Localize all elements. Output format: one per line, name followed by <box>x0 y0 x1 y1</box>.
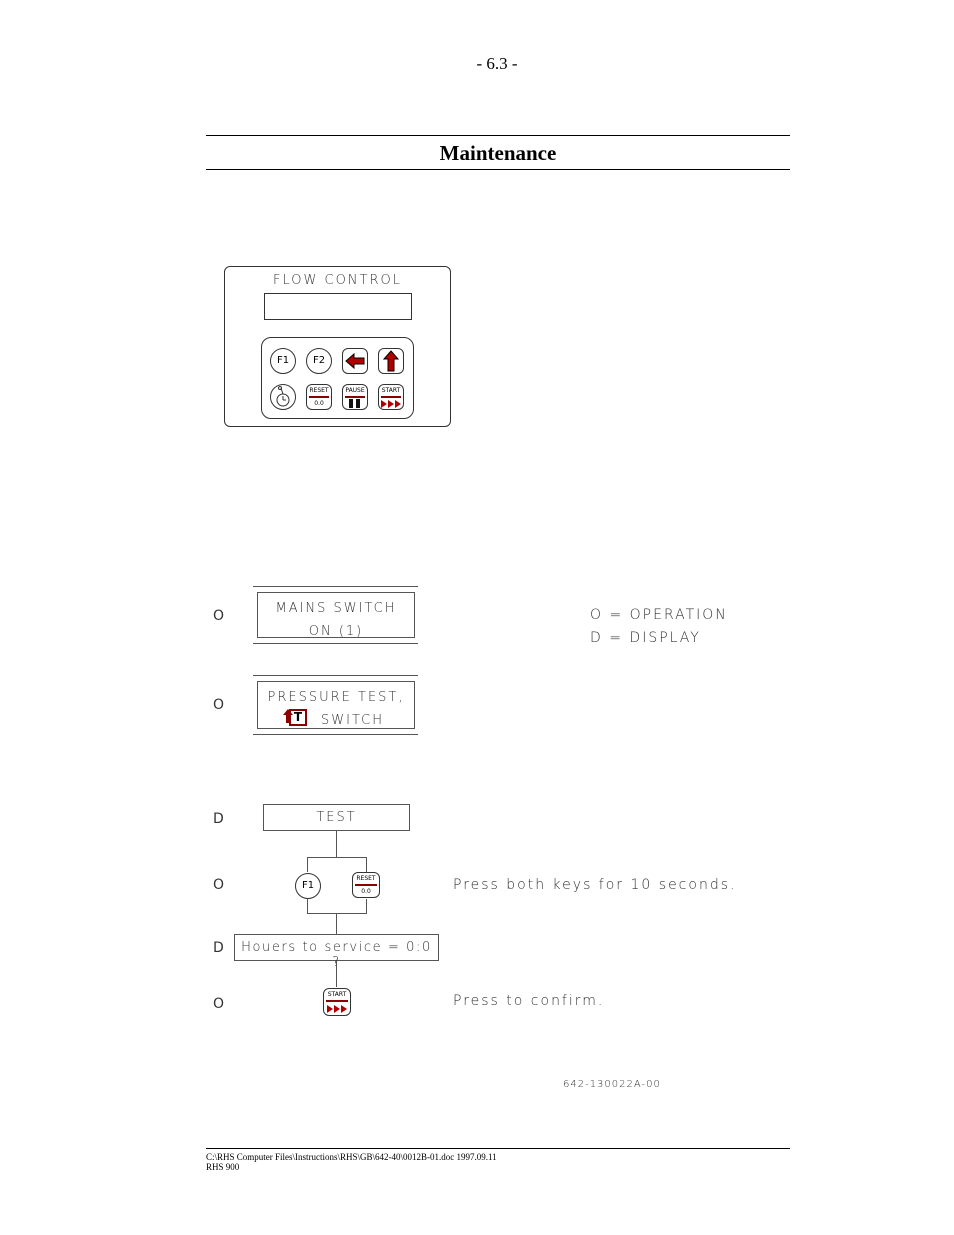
play-icon <box>324 1003 350 1015</box>
page-title: Maintenance <box>439 141 557 165</box>
start-key[interactable]: START <box>378 384 404 410</box>
test-display: TEST <box>263 804 410 831</box>
connector-line <box>366 857 367 872</box>
step6-start-key[interactable]: START <box>323 988 351 1016</box>
control-panel <box>224 266 451 427</box>
figure-code: 642-130022A-00 <box>563 1079 661 1090</box>
up-arrow-key[interactable] <box>378 348 404 374</box>
step3-letter: D <box>213 811 224 827</box>
step4-letter: O <box>213 877 225 893</box>
panel-display <box>264 293 412 320</box>
up-arrow-icon <box>379 349 403 373</box>
keypad <box>261 337 414 419</box>
step4-reset-key[interactable]: RESET 0.0 <box>352 872 380 898</box>
step2-display: PRESSURE TEST, T SWITCH <box>257 681 415 729</box>
footer <box>206 1152 497 1172</box>
f2-key[interactable]: F2 <box>306 348 332 374</box>
left-arrow-key[interactable] <box>342 348 368 374</box>
start-bar <box>326 1000 348 1002</box>
footer-divider <box>206 1148 790 1149</box>
reset-key[interactable]: RESET 0.0 <box>306 384 332 410</box>
step2-display-frame <box>253 675 418 735</box>
step1-letter: O <box>213 608 225 624</box>
connector-line <box>307 913 367 914</box>
play-icon <box>379 398 403 410</box>
legend-operation: O = OPERATION <box>590 607 728 623</box>
connector-line <box>336 831 337 857</box>
connector-line <box>307 857 367 858</box>
f1-key[interactable]: F1 <box>270 348 296 374</box>
pause-key[interactable]: PAUSE <box>342 384 368 410</box>
pause-icon <box>343 398 367 410</box>
service-hours-display: Houers to service = 0:0 ? <box>234 934 439 961</box>
reset-bar <box>355 884 377 886</box>
step2-letter: O <box>213 697 225 713</box>
title-box <box>206 135 790 170</box>
footer-model: RHS 900 <box>206 1162 240 1172</box>
connector-line <box>307 899 308 913</box>
step4-f1-key[interactable]: F1 <box>295 873 321 899</box>
connector-line <box>307 857 308 872</box>
connector-line <box>336 913 337 934</box>
reset-bar <box>309 396 329 398</box>
test-arrow-icon <box>283 709 293 723</box>
step5-letter: D <box>213 940 224 956</box>
timer-key[interactable] <box>270 384 296 410</box>
footer-path: C:\RHS Computer Files\Instructions\RHS\GB\642-40\0012B-01.doc 1997.09.11 <box>206 1152 497 1162</box>
left-arrow-icon <box>343 349 367 373</box>
step6-letter: O <box>213 996 225 1012</box>
legend-display: D = DISPLAY <box>590 630 701 646</box>
step1-display-frame <box>253 586 418 644</box>
connector-line <box>366 899 367 913</box>
test-key-icon: T <box>289 709 307 726</box>
step4-note: Press both keys for 10 seconds. <box>453 877 737 893</box>
step6-note: Press to confirm. <box>453 993 605 1009</box>
step1-display: MAINS SWITCH ON (1) <box>257 592 415 638</box>
page-number: - 6.3 - <box>476 54 518 73</box>
panel-title: FLOW CONTROL <box>273 273 402 288</box>
timer-icon <box>271 385 295 409</box>
